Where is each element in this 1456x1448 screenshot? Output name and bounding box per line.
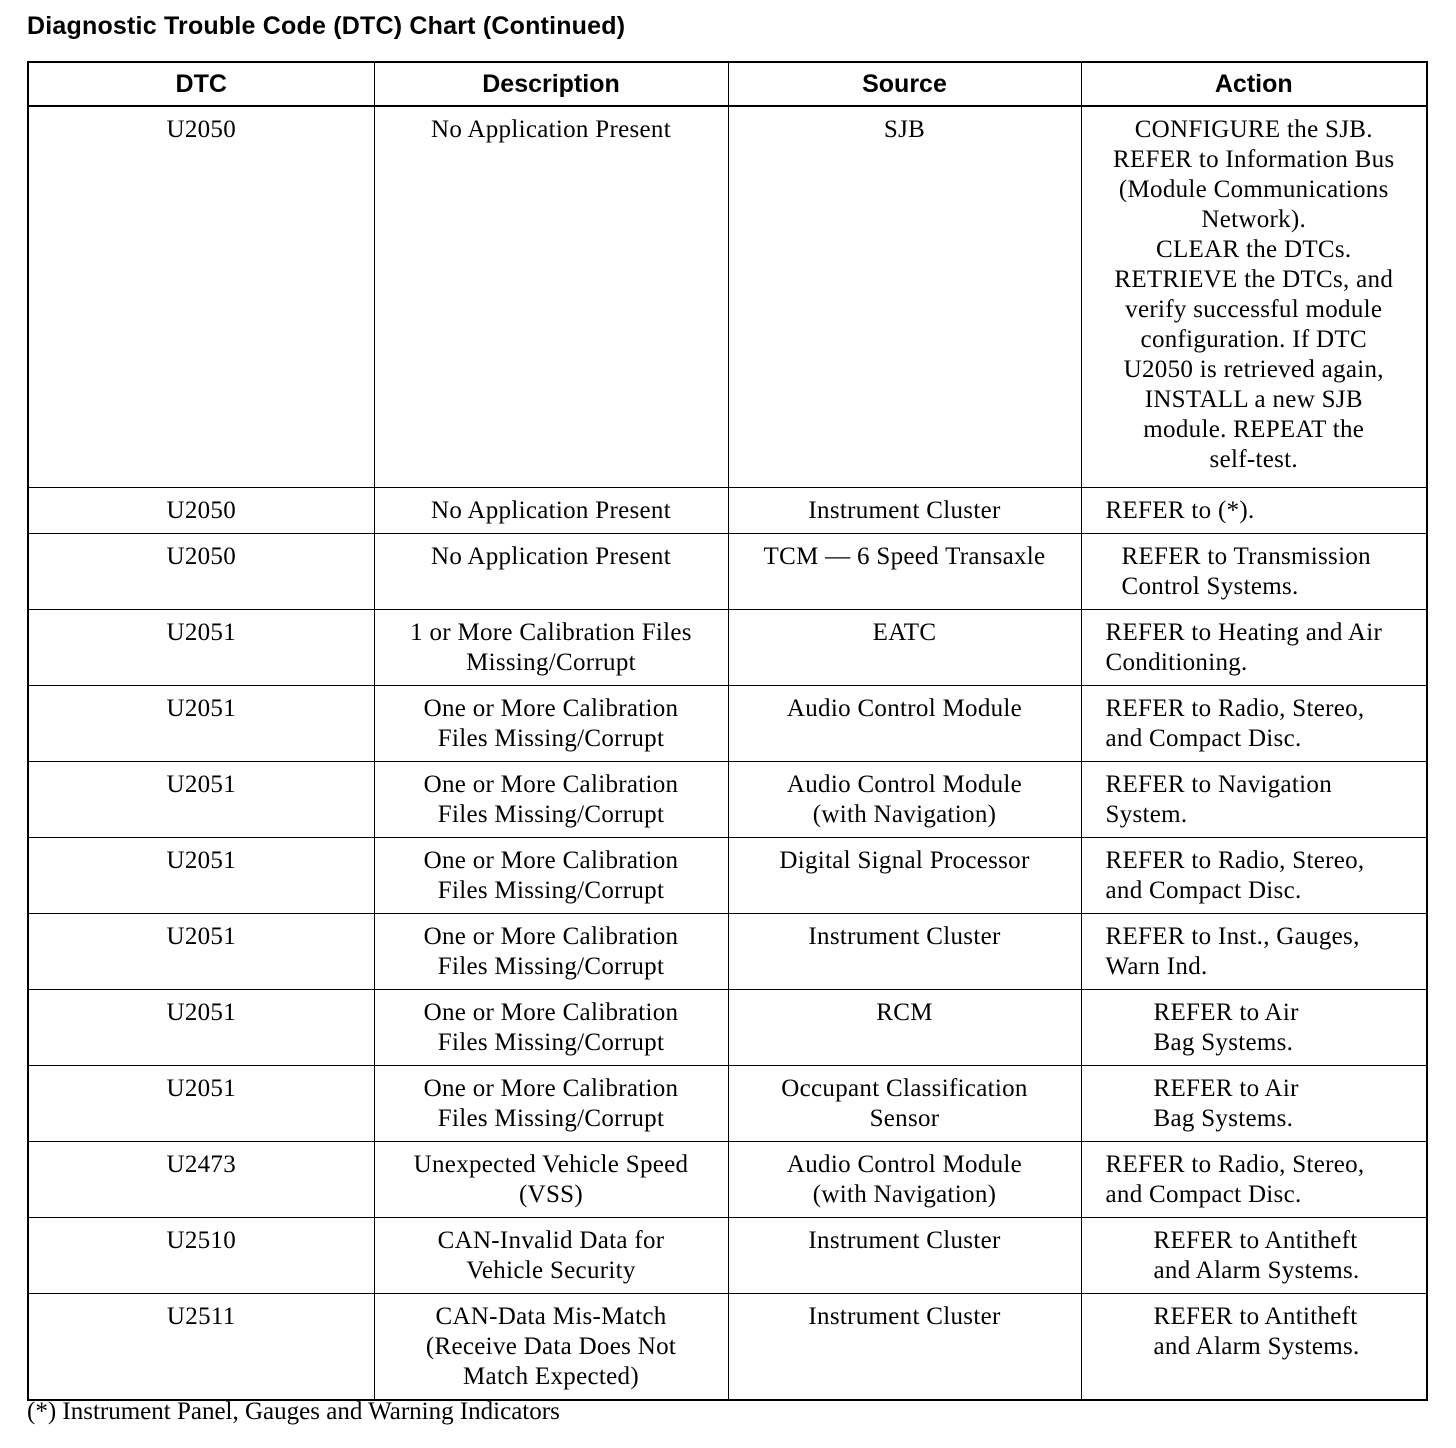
description-line: One or More Calibration xyxy=(423,1075,679,1102)
dtc-cell: U2051 xyxy=(28,1066,374,1142)
action-cell xyxy=(1081,1294,1427,1401)
footnote: (*) Instrument Panel, Gauges and Warning Indicators xyxy=(27,1398,560,1425)
source-cell xyxy=(728,488,1081,534)
page-title: Diagnostic Trouble Code (DTC) Chart (Continued) xyxy=(27,12,626,40)
source-line: (with Navigation) xyxy=(812,801,997,828)
description-cell xyxy=(374,610,728,686)
source-line: Digital Signal Processor xyxy=(779,847,1030,874)
source-cell xyxy=(728,1218,1081,1294)
description-line: Match Expected) xyxy=(463,1363,639,1390)
table-row xyxy=(28,914,1427,990)
description-cell xyxy=(374,534,728,610)
action-line: CLEAR the DTCs. xyxy=(1156,236,1352,263)
table-row xyxy=(28,534,1427,610)
source-line: Sensor xyxy=(869,1105,940,1132)
table-header-row xyxy=(28,62,1427,106)
dtc-cell: U2511 xyxy=(28,1294,374,1401)
action-line: Bag Systems. xyxy=(1153,1105,1294,1132)
description-line: One or More Calibration xyxy=(423,771,679,798)
source-cell xyxy=(728,1066,1081,1142)
source-cell xyxy=(728,1142,1081,1218)
dtc-cell: U2051 xyxy=(28,914,374,990)
dtc-cell: U2051 xyxy=(28,838,374,914)
action-line: self-test. xyxy=(1209,446,1298,473)
action-line: verify successful module xyxy=(1125,296,1383,323)
action-cell xyxy=(1081,990,1427,1066)
dtc-cell: U2510 xyxy=(28,1218,374,1294)
action-line: RETRIEVE the DTCs, and xyxy=(1114,266,1394,293)
action-line: Warn Ind. xyxy=(1105,953,1208,980)
source-cell xyxy=(728,1294,1081,1401)
description-cell xyxy=(374,762,728,838)
description-line: One or More Calibration xyxy=(423,999,679,1026)
source-cell xyxy=(728,914,1081,990)
description-cell xyxy=(374,1142,728,1218)
table-row xyxy=(28,106,1427,488)
action-cell xyxy=(1081,838,1427,914)
action-line: REFER to Navigation xyxy=(1105,771,1333,798)
description-line: Files Missing/Corrupt xyxy=(437,1105,665,1132)
dtc-cell: U2050 xyxy=(28,106,374,488)
description-line: Missing/Corrupt xyxy=(466,649,636,676)
action-line: REFER to Radio, Stereo, xyxy=(1105,695,1365,722)
description-line: No Application Present xyxy=(431,116,671,143)
description-cell xyxy=(374,106,728,488)
source-line: Audio Control Module xyxy=(786,1151,1023,1178)
action-cell xyxy=(1081,914,1427,990)
dtc-cell: U2051 xyxy=(28,686,374,762)
action-cell xyxy=(1081,534,1427,610)
description-line: One or More Calibration xyxy=(423,695,679,722)
source-line: Audio Control Module xyxy=(786,771,1023,798)
table-row xyxy=(28,1066,1427,1142)
action-cell xyxy=(1081,1142,1427,1218)
action-line: REFER to Information Bus xyxy=(1112,146,1395,173)
action-cell xyxy=(1081,106,1427,488)
action-line: REFER to Heating and Air xyxy=(1105,619,1383,646)
source-line: EATC xyxy=(872,619,937,646)
description-cell xyxy=(374,914,728,990)
source-cell xyxy=(728,686,1081,762)
source-line: Instrument Cluster xyxy=(808,497,1001,524)
header-description: Description xyxy=(374,62,728,106)
action-line: System. xyxy=(1105,801,1188,828)
description-line: Files Missing/Corrupt xyxy=(437,725,665,752)
description-line: One or More Calibration xyxy=(423,923,679,950)
dtc-cell: U2050 xyxy=(28,534,374,610)
table-row xyxy=(28,1218,1427,1294)
source-line: Instrument Cluster xyxy=(808,923,1001,950)
header-dtc: DTC xyxy=(28,62,374,106)
description-line: No Application Present xyxy=(431,497,671,524)
description-line: (Receive Data Does Not xyxy=(425,1333,677,1360)
action-line: Conditioning. xyxy=(1105,649,1248,676)
description-line: CAN-Data Mis-Match xyxy=(435,1303,667,1330)
action-line: module. REPEAT the xyxy=(1143,416,1365,443)
description-line: CAN-Invalid Data for xyxy=(437,1227,665,1254)
source-line: SJB xyxy=(883,116,926,143)
action-line: REFER to Inst., Gauges, xyxy=(1105,923,1360,950)
source-line: Instrument Cluster xyxy=(808,1303,1001,1330)
description-cell xyxy=(374,686,728,762)
description-line: Files Missing/Corrupt xyxy=(437,953,665,980)
description-line: Vehicle Security xyxy=(466,1257,636,1284)
action-line: CONFIGURE the SJB. xyxy=(1134,116,1373,143)
description-line: Files Missing/Corrupt xyxy=(437,877,665,904)
action-line: REFER to Radio, Stereo, xyxy=(1105,1151,1365,1178)
action-line: and Alarm Systems. xyxy=(1153,1257,1360,1284)
description-line: No Application Present xyxy=(431,543,671,570)
dtc-cell: U2473 xyxy=(28,1142,374,1218)
action-line: U2050 is retrieved again, xyxy=(1123,356,1384,383)
description-line: 1 or More Calibration Files xyxy=(410,619,692,646)
table-row xyxy=(28,1294,1427,1401)
table-row xyxy=(28,686,1427,762)
description-line: (VSS) xyxy=(518,1181,583,1208)
source-line: Audio Control Module xyxy=(786,695,1023,722)
action-line: (Module Communications xyxy=(1118,176,1389,203)
source-cell xyxy=(728,838,1081,914)
action-line: REFER to (*). xyxy=(1105,497,1255,524)
description-line: One or More Calibration xyxy=(423,847,679,874)
dtc-table xyxy=(27,61,1428,1401)
header-action: Action xyxy=(1081,62,1427,106)
action-line: Bag Systems. xyxy=(1153,1029,1294,1056)
action-line: REFER to Antitheft xyxy=(1153,1303,1358,1330)
source-cell xyxy=(728,106,1081,488)
action-line: and Alarm Systems. xyxy=(1153,1333,1360,1360)
table-row xyxy=(28,488,1427,534)
action-line: Control Systems. xyxy=(1121,573,1299,600)
dtc-cell: U2051 xyxy=(28,990,374,1066)
source-line: TCM — 6 Speed Transaxle xyxy=(763,543,1046,570)
action-line: REFER to Radio, Stereo, xyxy=(1105,847,1365,874)
action-line: REFER to Transmission xyxy=(1121,543,1371,570)
table-row xyxy=(28,838,1427,914)
source-line: Instrument Cluster xyxy=(808,1227,1001,1254)
action-line: configuration. If DTC xyxy=(1140,326,1367,353)
table-row xyxy=(28,762,1427,838)
table-row xyxy=(28,990,1427,1066)
description-cell xyxy=(374,488,728,534)
source-line: Occupant Classification xyxy=(781,1075,1028,1102)
action-line: INSTALL a new SJB xyxy=(1144,386,1363,413)
source-cell xyxy=(728,610,1081,686)
action-line: and Compact Disc. xyxy=(1105,1181,1302,1208)
action-cell xyxy=(1081,610,1427,686)
action-line: REFER to Antitheft xyxy=(1153,1227,1358,1254)
dtc-cell: U2050 xyxy=(28,488,374,534)
action-line: REFER to Air xyxy=(1153,999,1299,1026)
action-line: and Compact Disc. xyxy=(1105,877,1302,904)
source-cell xyxy=(728,762,1081,838)
action-line: and Compact Disc. xyxy=(1105,725,1302,752)
table-row xyxy=(28,1142,1427,1218)
description-cell xyxy=(374,1294,728,1401)
action-cell xyxy=(1081,1218,1427,1294)
description-cell xyxy=(374,1066,728,1142)
description-cell xyxy=(374,1218,728,1294)
action-cell xyxy=(1081,762,1427,838)
source-cell xyxy=(728,990,1081,1066)
description-cell xyxy=(374,838,728,914)
action-line: REFER to Air xyxy=(1153,1075,1299,1102)
description-cell xyxy=(374,990,728,1066)
description-line: Unexpected Vehicle Speed xyxy=(413,1151,689,1178)
source-cell xyxy=(728,534,1081,610)
action-cell xyxy=(1081,686,1427,762)
dtc-cell: U2051 xyxy=(28,762,374,838)
description-line: Files Missing/Corrupt xyxy=(437,1029,665,1056)
source-line: (with Navigation) xyxy=(812,1181,997,1208)
table-row xyxy=(28,610,1427,686)
action-cell xyxy=(1081,488,1427,534)
dtc-cell: U2051 xyxy=(28,610,374,686)
action-cell xyxy=(1081,1066,1427,1142)
header-source: Source xyxy=(728,62,1081,106)
action-line: Network). xyxy=(1201,206,1307,233)
source-line: RCM xyxy=(876,999,933,1026)
description-line: Files Missing/Corrupt xyxy=(437,801,665,828)
